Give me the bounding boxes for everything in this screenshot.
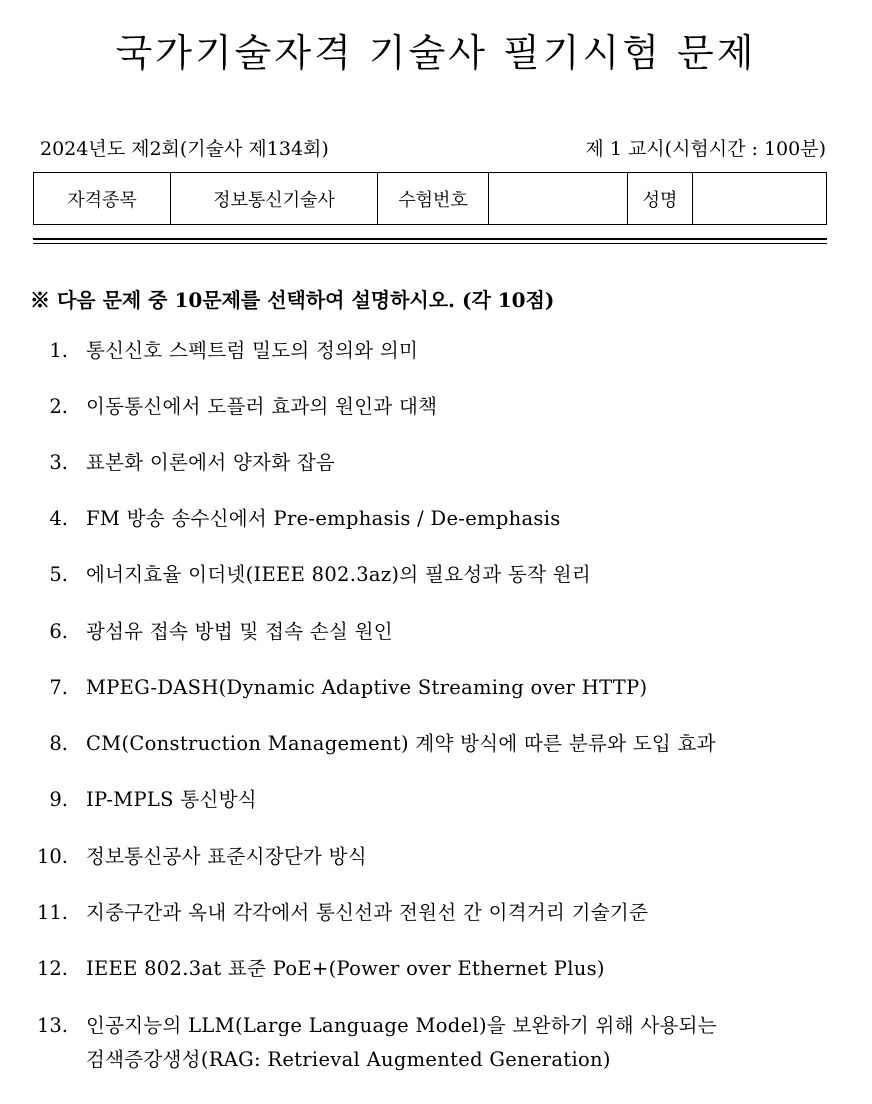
exam-session-year: 2024년도 제2회(기술사 제134회) — [40, 138, 329, 160]
question-number: 12. — [36, 957, 68, 980]
question-text: 지중구간과 옥내 각각에서 통신선과 전원선 간 이격거리 기술기준 — [86, 901, 649, 924]
name-label: 성명 — [628, 173, 693, 225]
question-text: 통신신호 스펙트럼 밀도의 정의와 의미 — [86, 339, 419, 362]
exam-number-cell[interactable] — [489, 173, 628, 225]
question-number: 6. — [49, 620, 68, 643]
name-cell[interactable] — [693, 173, 827, 225]
candidate-info-table — [33, 172, 827, 225]
question-text: 광섬유 접속 방법 및 접속 손실 원인 — [86, 620, 393, 643]
question-number: 13. — [36, 1014, 68, 1037]
question-number: 11. — [36, 901, 68, 924]
exam-number-label: 수험번호 — [378, 173, 489, 225]
question-text: 에너지효율 이더넷(IEEE 802.3az)의 필요성과 동작 원리 — [86, 563, 592, 586]
field-label: 자격종목 — [34, 173, 171, 225]
question-text: 이동통신에서 도플러 효과의 원인과 대책 — [86, 395, 438, 418]
question-text: CM(Construction Management) 계약 방식에 따른 분류와 도입 효과 — [86, 732, 716, 755]
question-text-line2: 검색증강생성(RAG: Retrieval Augmented Generation) — [86, 1048, 611, 1071]
instruction-text: ※ 다음 문제 중 10문제를 선택하여 설명하시오. (각 10점) — [30, 288, 555, 312]
question-number: 9. — [49, 788, 68, 811]
question-text-line1: 인공지능의 LLM(Large Language Model)을 보완하기 위해 사용되는 — [86, 1014, 717, 1037]
question-text: FM 방송 송수신에서 Pre-emphasis / De-emphasis — [86, 507, 561, 530]
question-number: 10. — [36, 845, 68, 868]
question-text: MPEG-DASH(Dynamic Adaptive Streaming over HTTP) — [86, 676, 648, 699]
question-text — [86, 1009, 717, 1077]
question-number: 1. — [49, 339, 68, 362]
exam-period: 제 1 교시(시험시간 : 100분) — [585, 138, 826, 160]
question-text: IP-MPLS 통신방식 — [86, 788, 257, 811]
question-text: 정보통신공사 표준시장단가 방식 — [86, 845, 367, 868]
question-number: 7. — [49, 676, 68, 699]
question-number: 4. — [49, 507, 68, 530]
question-number: 2. — [49, 395, 68, 418]
question-text: IEEE 802.3at 표준 PoE+(Power over Ethernet Plus) — [86, 957, 605, 980]
header-divider — [33, 238, 827, 244]
question-number: 5. — [49, 563, 68, 586]
question-number: 8. — [49, 732, 68, 755]
question-text: 표본화 이론에서 양자화 잡음 — [86, 451, 336, 474]
page-title: 국가기술자격 기술사 필기시험 문제 — [115, 31, 757, 75]
field-value: 정보통신기술사 — [171, 173, 378, 225]
question-number: 3. — [49, 451, 68, 474]
